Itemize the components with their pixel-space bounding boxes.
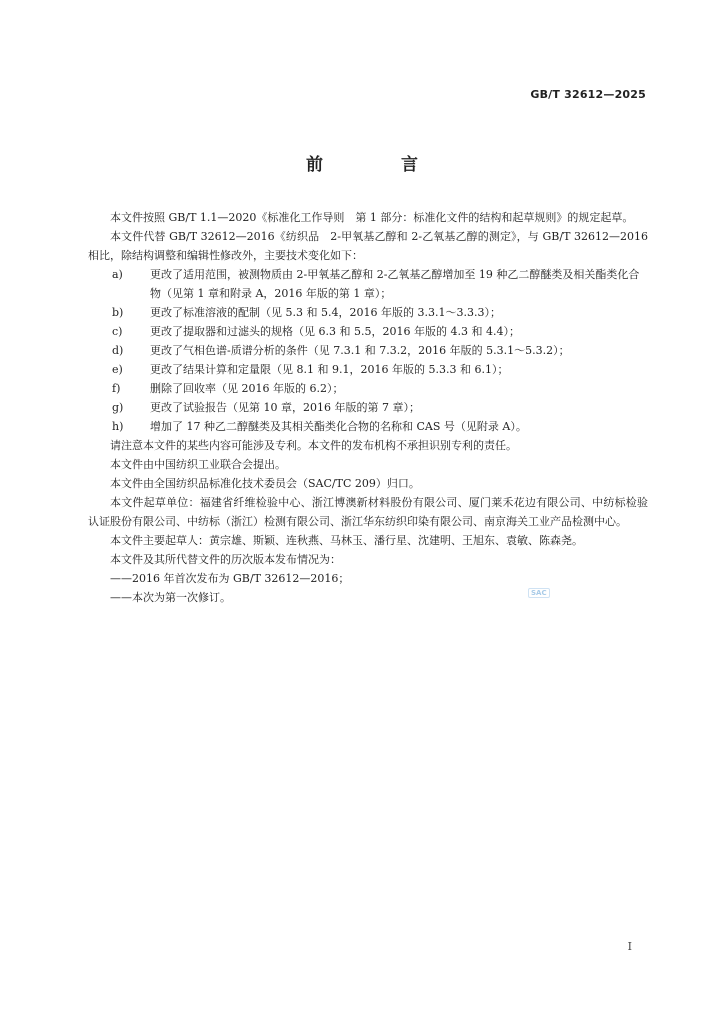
list-text: 更改了结果计算和定量限（见 8.1 和 9.1，2016 年版的 5.3.3 和 6.1）；: [150, 363, 509, 376]
list-marker: g): [112, 401, 124, 414]
list-item: [88, 303, 648, 322]
paragraph: 本文件由全国纺织品标准化技术委员会（SAC/TC 209）归口。: [110, 477, 420, 490]
list-text: 更改了气相色谱-质谱分析的条件（见 7.3.1 和 7.3.2，2016 年版的 5.3.1～5.3.2）；: [150, 344, 570, 357]
list-marker: a): [112, 268, 123, 281]
list-marker: c): [112, 325, 123, 338]
paragraph: 本文件由中国纺织工业联合会提出。: [110, 458, 286, 471]
list-marker: h): [112, 420, 124, 433]
changes-list: [88, 265, 648, 436]
paragraph: 本文件按照 GB/T 1.1—2020《标准化工作导则 第 1 部分：标准化文件的结构和起草规则》的规定起草。: [110, 211, 634, 224]
page-title: 前 言: [306, 155, 454, 175]
paragraph: ——本次为第一次修订。: [110, 591, 231, 604]
list-item: [88, 398, 648, 417]
paragraph: ——2016 年首次发布为 GB/T 32612—2016；: [110, 572, 350, 585]
list-text: 更改了提取器和过滤头的规格（见 6.3 和 5.5，2016 年版的 4.3 和 4.4）；: [150, 325, 520, 338]
list-item: [88, 322, 648, 341]
list-item: [88, 417, 648, 436]
list-text: 更改了试验报告（见第 10 章，2016 年版的第 7 章）；: [150, 401, 420, 414]
page-number: I: [627, 940, 632, 953]
paragraph: 本文件起草单位：福建省纤维检验中心、浙江博澳新材料股份有限公司、厦门莱禾花边有限公司、中纺标检验认证股份有限公司、中纺标（浙江）检测有限公司、浙江华东纺织印染有限公司、南京海关工业产品检测中心。: [88, 496, 648, 528]
list-item: [88, 265, 648, 303]
list-marker: f): [112, 382, 121, 395]
list-text: 删除了回收率（见 2016 年版的 6.2）；: [150, 382, 344, 395]
list-item: [88, 341, 648, 360]
list-text: 增加了 17 种乙二醇醚类及其相关酯类化合物的名称和 CAS 号（见附录 A）。: [150, 420, 527, 433]
paragraph: 请注意本文件的某些内容可能涉及专利。本文件的发布机构不承担识别专利的责任。: [110, 439, 517, 452]
foreword-body: [88, 208, 648, 607]
list-text: 更改了标准溶液的配制（见 5.3 和 5.4，2016 年版的 3.3.1～3.3.3）；: [150, 306, 501, 319]
list-text: 更改了适用范围，被测物质由 2-甲氧基乙醇和 2-乙氧基乙醇增加至 19 种乙二醇醚类及相关酯类化合物（见第 1 章和附录 A，2016 年版的第 1 章）；: [150, 268, 640, 300]
list-item: [88, 360, 648, 379]
paragraph: 本文件主要起草人：黄宗雄、斯颖、连秋燕、马林玉、潘行星、沈建明、王旭东、袁敏、陈森尧。: [110, 534, 583, 547]
list-marker: d): [112, 344, 124, 357]
list-marker: b): [112, 306, 124, 319]
list-marker: e): [112, 363, 123, 376]
paragraph: 本文件代替 GB/T 32612—2016《纺织品 2-甲氧基乙醇和 2-乙氧基乙醇的测定》，与 GB/T 32612—2016 相比，除结构调整和编辑性修改外，主要技术变化如下：: [88, 230, 648, 262]
list-item: [88, 379, 648, 398]
paragraph: 本文件及其所代替文件的历次版本发布情况为：: [110, 553, 341, 566]
sac-watermark-logo: SAC: [528, 588, 550, 598]
document-code: GB/T 32612—2025: [530, 88, 646, 101]
